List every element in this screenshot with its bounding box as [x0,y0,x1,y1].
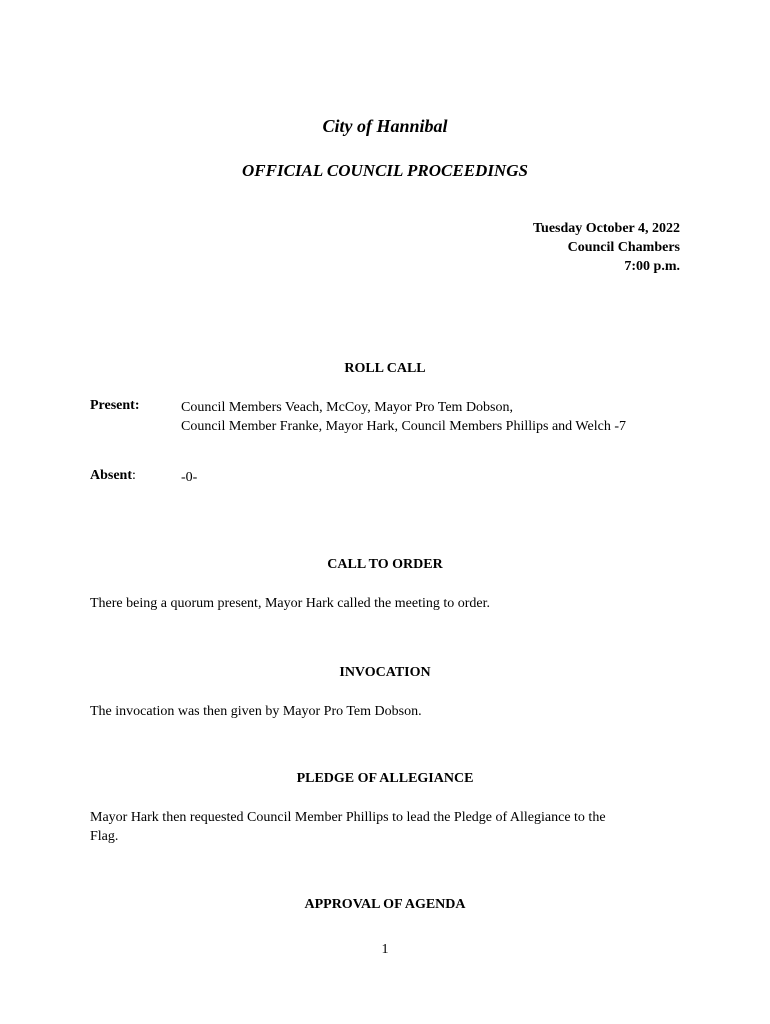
pledge-text [90,808,680,846]
roll-call-heading: ROLL CALL [344,361,426,376]
document-title: OFFICIAL COUNCIL PROCEEDINGS [242,161,528,180]
approval-of-agenda-heading: APPROVAL OF AGENDA [304,897,466,912]
meeting-date: Tuesday October 4, 2022 [532,221,680,236]
absent-members: -0- [181,470,198,485]
invocation-heading: INVOCATION [339,665,431,680]
meeting-location: Council Chambers [567,240,680,255]
pledge-text-line2: Flag. [90,829,119,844]
page-number: 1 [381,942,389,957]
absent-label [90,468,136,484]
meeting-time: 7:00 p.m. [624,259,680,274]
meeting-info [533,219,680,276]
absent-label-colon: : [132,468,136,483]
invocation-text: The invocation was then given by Mayor Pro Tem Dobson. [90,704,422,719]
pledge-heading: PLEDGE OF ALLEGIANCE [296,771,474,786]
call-to-order-text: There being a quorum present, Mayor Hark called the meeting to order. [90,596,491,611]
present-members-line1: Council Members Veach, McCoy, Mayor Pro Tem Dobson, [181,400,514,415]
city-name: City of Hannibal [322,116,448,136]
present-members [181,398,626,436]
call-to-order-heading: CALL TO ORDER [327,557,443,572]
pledge-text-line1: Mayor Hark then requested Council Member Phillips to lead the Pledge of Allegiance to the [90,810,606,825]
present-label: Present: [90,398,140,413]
present-members-line2: Council Member Franke, Mayor Hark, Council Members Phillips and Welch -7 [181,419,626,434]
absent-label-text: Absent [90,468,133,483]
